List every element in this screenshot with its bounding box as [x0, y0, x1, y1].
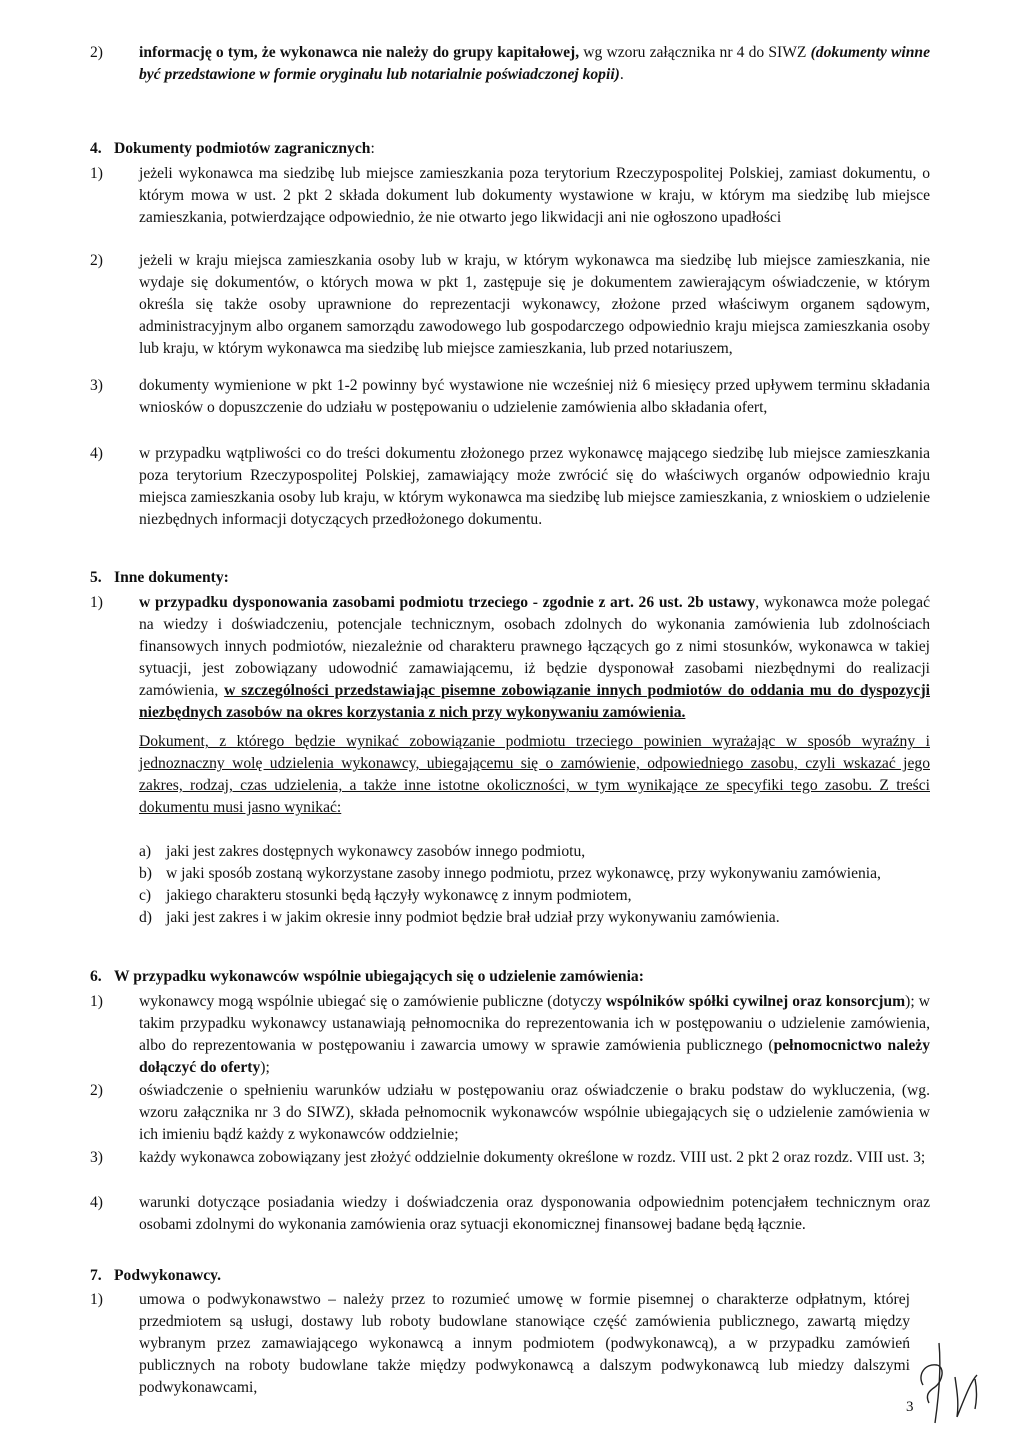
item-number: 1)	[90, 594, 103, 611]
bold-underlined-text: w szczególności przedstawiając pisemne zobowiązanie innych podmiotów do oddania mu do dyspozycji niezbędnych zasobów na okres korzystania z nich przy wykonywaniu zamówienia.	[139, 681, 930, 721]
item-text: ); w takim przypadku wykonawcy ustanawiają pełnomocnika do reprezentowania ich w postępowaniu o udzielenie zamówienia, albo do reprezentowania w postępowaniu i zawarcia umowy w sprawie zamówienia publicznego (	[139, 993, 930, 1054]
list-text: w jaki sposób zostaną wykorzystane zasoby innego podmiotu, przez wykonawcę, przy wykonywaniu zamówienia,	[166, 864, 881, 882]
section-number: 6.	[90, 968, 102, 985]
item-number: 1)	[90, 165, 103, 182]
item-body: jeżeli w kraju miejsca zamieszkania osoby lub w kraju, w którym wykonawca ma siedzibę lub miejsce zamieszkania, nie wydaje się dokumentów, o których mowa w pkt 1, zastępuje się je dokumentem zawierającym oświadczenie, w którym określa się także osoby uprawnione do reprezentacji wykonawcy, złożone przed właściwym organem sądowym, administracyjnym albo organem samorządu zawodowego lub gospodarczego odpowiednio kraju miejsca zamieszkania osoby lub kraju, w którym wykonawca ma siedzibę lub miejsce zamieszkania, lub przed notariuszem,	[139, 252, 930, 357]
item-number: 3)	[90, 1149, 103, 1166]
item-body: umowa o podwykonawstwo – należy przez to rozumieć umowę w formie pisemnej o charakterze odpłatnym, której przedmiotem są usługi, dostawy lub roboty budowlane stanowiące część zamówienia publicznego, zawartą między wybranym przez zamawiającego wykonawcą a innym podmiotem (podwykonawcą), a w przypadku zamówień publicznych na roboty budowlane także między podwykonawcą a dalszym podwykonawcą lub miedzy dalszymi podwykonawcami,	[139, 1291, 910, 1396]
section-title: Dokumenty podmiotów zagranicznych	[114, 140, 371, 157]
underlined-paragraph: Dokument, z którego będzie wynikać zobowiązanie podmiotu trzeciego powinien wyrażając w sposób wyraźny i jednoznaczny wolę udzielenia wykonawcy, ubiegającemu się o zamówienie, odpowiedniego zasobu, czyli wskazać jego zakres, rodzaj, czas udzielenia, a także inne istotne okoliczności, w tym wynikające ze specyfiki tego zasobu. Z treści dokumentu musi jasno wynikać:	[139, 733, 930, 817]
s5-item-1	[90, 592, 930, 819]
item-text: wg wzoru załącznika nr 4 do SIWZ	[579, 44, 811, 61]
bold-text: pełnomocnictwo należy dołączyć do oferty	[139, 1036, 930, 1076]
s4-item-3	[90, 375, 930, 419]
item-number: 1)	[90, 993, 103, 1010]
list-text: jakiego charakteru stosunki będą łączyły wykonawcę z innym podmiotem,	[166, 886, 632, 904]
item-number: 4)	[90, 445, 103, 462]
item-text: , wykonawca może polegać na wiedzy i doświadczeniu, potencjale technicznym, osobach zdolnych do wykonania zamówienia lub zdolnościach finansowych innych podmiotów, niezależnie od charakteru prawnego łączących go z nimi stosunków, wykonawca w takiej sytuacji, jest zobowiązany udowodnić zamawiającemu, iż będzie dysponował zasobami niezbędnymi do realizacji zamówienia,	[139, 594, 930, 699]
item-body: warunki dotyczące posiadania wiedzy i doświadczenia oraz dysponowania odpowiednim potencjałem technicznym oraz osobami zdolnymi do wykonania zamówienia oraz sytuacji ekonomicznej finansowej badane będą łącznie.	[139, 1194, 930, 1233]
list-item	[139, 863, 929, 885]
italic-bold-text: (dokumenty winne być przedstawione w formie oryginału lub notarialnie poświadczonej kopii)	[139, 44, 930, 83]
item-body: w przypadku wątpliwości co do treści dokumentu złożonego przez wykonawcę mającego siedzibę lub miejsce zamieszkania poza terytorium Rzeczypospolitej Polskiej, zamawiający może zwrócić się do właściwych organów odpowiednio kraju miejsca zamieszkania osoby lub kraju, w którym wykonawca ma siedzibę lub miejsce zamieszkania, z wnioskiem o udzielenie niezbędnych informacji dotyczących przedłożonego dokumentu.	[139, 445, 930, 528]
item-body	[139, 592, 930, 723]
item-number: 2)	[90, 1082, 103, 1099]
section-5-heading	[90, 567, 930, 589]
item-body: dokumenty wymienione w pkt 1-2 powinny być wystawione nie wcześniej niż 6 miesięcy przed upływem terminu składania wniosków o dopuszczenie do udziału w postępowaniu o udzielenie zamówienia albo składania ofert,	[139, 377, 930, 416]
list-item	[139, 841, 929, 863]
page-number: 3	[906, 1399, 914, 1415]
list-letter: c)	[139, 886, 152, 904]
section-title: Podwykonawcy.	[114, 1267, 222, 1284]
handwritten-initials	[915, 1325, 995, 1425]
s7-item-1	[90, 1289, 910, 1399]
section-title: W przypadku wykonawców wspólnie ubiegających się o udzielenie zamówienia:	[114, 968, 644, 985]
s6-item-4	[90, 1192, 930, 1236]
item-body: każdy wykonawca zobowiązany jest złożyć oddzielnie dokumenty określone w rozdz. VIII ust. 2 pkt 2 oraz rozdz. VIII ust. 3;	[139, 1149, 926, 1166]
item-text-end: .	[619, 65, 624, 83]
item-body	[139, 991, 930, 1079]
list-text: jaki jest zakres i w jakim okresie inny podmiot będzie brał udział przy wykonywaniu zamówienia.	[166, 908, 780, 926]
s6-item-3	[90, 1147, 930, 1169]
item-2-group-info	[90, 42, 930, 86]
item-text: wykonawcy mogą wspólnie ubiegać się o zamówienie publiczne (dotyczy	[139, 993, 606, 1010]
s6-item-1	[90, 991, 930, 1079]
bold-text: w przypadku dysponowania zasobami podmiotu trzeciego - zgodnie z art. 26 ust. 2b ustawy	[139, 594, 756, 611]
item-number: 3)	[90, 377, 103, 394]
section-number: 4.	[90, 140, 102, 157]
s5-letter-list	[139, 841, 929, 929]
item-text-end: );	[260, 1058, 270, 1076]
section-6-heading	[90, 966, 930, 988]
bold-text: wspólników spółki cywilnej oraz konsorcjum	[605, 993, 906, 1010]
list-letter: b)	[139, 864, 152, 882]
item-body: jeżeli wykonawca ma siedzibę lub miejsce zamieszkania poza terytorium Rzeczypospolitej Polskiej, zamiast dokumentu, o którym mowa w ust. 2 pkt 2 składa dokument lub dokumenty wystawione w kraju, w którym ma siedzibę lub miejsce zamieszkania, potwierdzające odpowiednio, że nie otwarto jego likwidacji ani nie ogłoszono upadłości	[139, 165, 930, 226]
bold-text: informację o tym, że wykonawca nie należy do grupy kapitałowej,	[139, 44, 580, 61]
list-letter: d)	[139, 908, 152, 926]
item-number: 2)	[90, 44, 103, 61]
list-letter: a)	[139, 843, 152, 860]
section-colon: :	[370, 140, 375, 157]
item-body: oświadczenie o spełnieniu warunków udziału w postępowaniu oraz oświadczenie o braku podstaw do wykluczenia, (wg. wzoru załącznika nr 3 do SIWZ), składa pełnomocnik wykonawców wspólnie ubiegających się o udzielenie zamówienia w ich imieniu bądź każdy z wykonawców oddzielnie;	[139, 1082, 930, 1143]
s4-item-1	[90, 163, 930, 229]
item-number: 4)	[90, 1194, 103, 1211]
section-number: 5.	[90, 569, 102, 586]
section-7-heading	[90, 1265, 930, 1287]
list-item	[139, 885, 929, 907]
section-number: 7.	[90, 1267, 102, 1284]
s4-item-2	[90, 250, 930, 360]
s6-item-2	[90, 1080, 930, 1146]
section-title: Inne dokumenty:	[114, 569, 229, 586]
section-4-heading	[90, 138, 930, 160]
s4-item-4	[90, 443, 930, 531]
item-number: 2)	[90, 252, 103, 269]
list-text: jaki jest zakres dostępnych wykonawcy zasobów innego podmiotu,	[166, 843, 586, 860]
list-item	[139, 907, 929, 929]
item-number: 1)	[90, 1291, 103, 1308]
item-body	[139, 42, 930, 86]
